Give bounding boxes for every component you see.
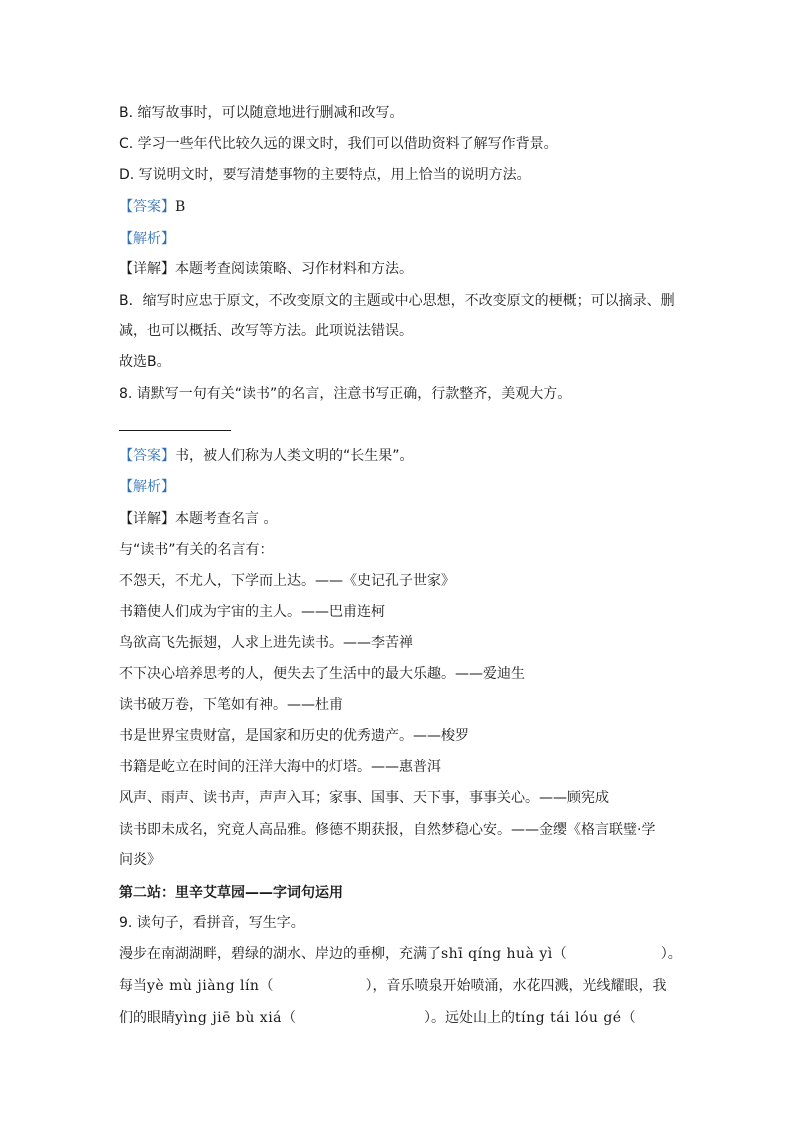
quote-item: 不怨天，不尤人，下学而上达。——《史记孔子世家》 bbox=[119, 573, 455, 589]
q7-option-c: C. 学习一些年代比较久远的课文时，我们可以借助资料了解写作背景。 bbox=[119, 136, 558, 152]
quote-item: 风声、雨声、读书声，声声入耳；家事、国事、天下事，事事关心。——顾宪成 bbox=[119, 790, 609, 806]
q7-explanation-line-1: B．缩写时应忠于原文，不改变原文的主题或中心思想，不改变原文的梗概；可以摘录、删 bbox=[119, 293, 675, 309]
quote-item: 书籍是屹立在时间的汪洋大海中的灯塔。——惠普洱 bbox=[119, 759, 441, 775]
pinyin-shi-qing-hua-yi: shī qíng huà yì bbox=[441, 946, 553, 962]
section-title: 第二站：里辛艾草园——字词句运用 bbox=[119, 885, 343, 901]
q7-detail: 【详解】本题考查阅读策略、习作材料和方法。 bbox=[119, 261, 413, 277]
quote-item: 问炎》 bbox=[119, 852, 161, 868]
answer-value: B bbox=[175, 199, 186, 215]
paren-open: （ bbox=[282, 1010, 297, 1026]
q8-answer bbox=[119, 446, 414, 466]
quote-item: 读书即未成名，究竟人高品雅。修德不期获报，自然梦稳心安。——金缨《格言联璧·学 bbox=[119, 822, 656, 838]
q9-sentence-line-1 bbox=[119, 944, 682, 964]
answer-tag: 【答案】 bbox=[119, 199, 175, 215]
pinyin-ye-mu-jiang-lin: yè mù jiàng lín bbox=[147, 978, 260, 994]
paren-open: （ bbox=[552, 946, 567, 962]
sentence-text: 们的眼睛 bbox=[119, 1010, 175, 1026]
q7-analysis-tag: 【解析】 bbox=[119, 231, 175, 247]
quote-item: 书籍使人们成为宇宙的主人。——巴甫连柯 bbox=[119, 604, 385, 620]
q8-question: 8. 请默写一句有关“读书”的名言，注意书写正确，行款整齐，美观大方。 bbox=[119, 386, 572, 402]
pinyin-ting-tai-lou-ge: tíng tái lóu gé bbox=[515, 1010, 622, 1026]
q7-conclusion: 故选B。 bbox=[119, 354, 171, 370]
q9-sentence-line-3 bbox=[119, 1008, 636, 1028]
q7-option-b: B. 缩写故事时，可以随意地进行删减和改写。 bbox=[119, 105, 404, 121]
sentence-text: ），音乐喷泉开始喷涌，水花四溅，光线耀眼，我 bbox=[365, 978, 667, 994]
quote-item: 读书破万卷，下笔如有神。——杜甫 bbox=[119, 697, 343, 713]
answer-blank-line bbox=[119, 430, 231, 431]
answer-value: 书，被人们称为人类文明的“长生果”。 bbox=[175, 448, 414, 464]
q7-option-d: D. 写说明文时，要写清楚事物的主要特点，用上恰当的说明方法。 bbox=[119, 167, 531, 183]
quote-item: 鸟欲高飞先振翅，人求上进先读书。——李苦禅 bbox=[119, 635, 413, 651]
q9-sentence-line-2 bbox=[119, 976, 666, 996]
q8-detail: 【详解】本题考查名言 。 bbox=[119, 511, 278, 527]
sentence-text: 漫步在南湖湖畔，碧绿的湖水、岸边的垂柳，充满了 bbox=[119, 946, 441, 962]
q8-analysis-tag: 【解析】 bbox=[119, 479, 175, 495]
sentence-text: ）。远处山上的 bbox=[424, 1010, 516, 1026]
q7-answer bbox=[119, 197, 185, 217]
quote-item: 不下决心培养思考的人，便失去了生活中的最大乐趣。——爱迪生 bbox=[119, 666, 525, 682]
q9-question: 9. 读句子，看拼音，写生字。 bbox=[119, 915, 305, 931]
answer-tag: 【答案】 bbox=[119, 448, 175, 464]
quote-item: 书是世界宝贵财富，是国家和历史的优秀遗产。——梭罗 bbox=[119, 728, 469, 744]
sentence-text: 每当 bbox=[119, 978, 147, 994]
paren-open: （ bbox=[259, 978, 274, 994]
q7-explanation-line-2: 减，也可以概括、改写等方法。此项说法错误。 bbox=[119, 323, 413, 339]
paren-open: （ bbox=[621, 1010, 636, 1026]
pinyin-ying-jie-bu-xia: yìng jiē bù xiá bbox=[175, 1010, 283, 1026]
q8-intro: 与“读书”有关的名言有： bbox=[119, 542, 274, 558]
paren-close: ）。 bbox=[660, 946, 682, 962]
